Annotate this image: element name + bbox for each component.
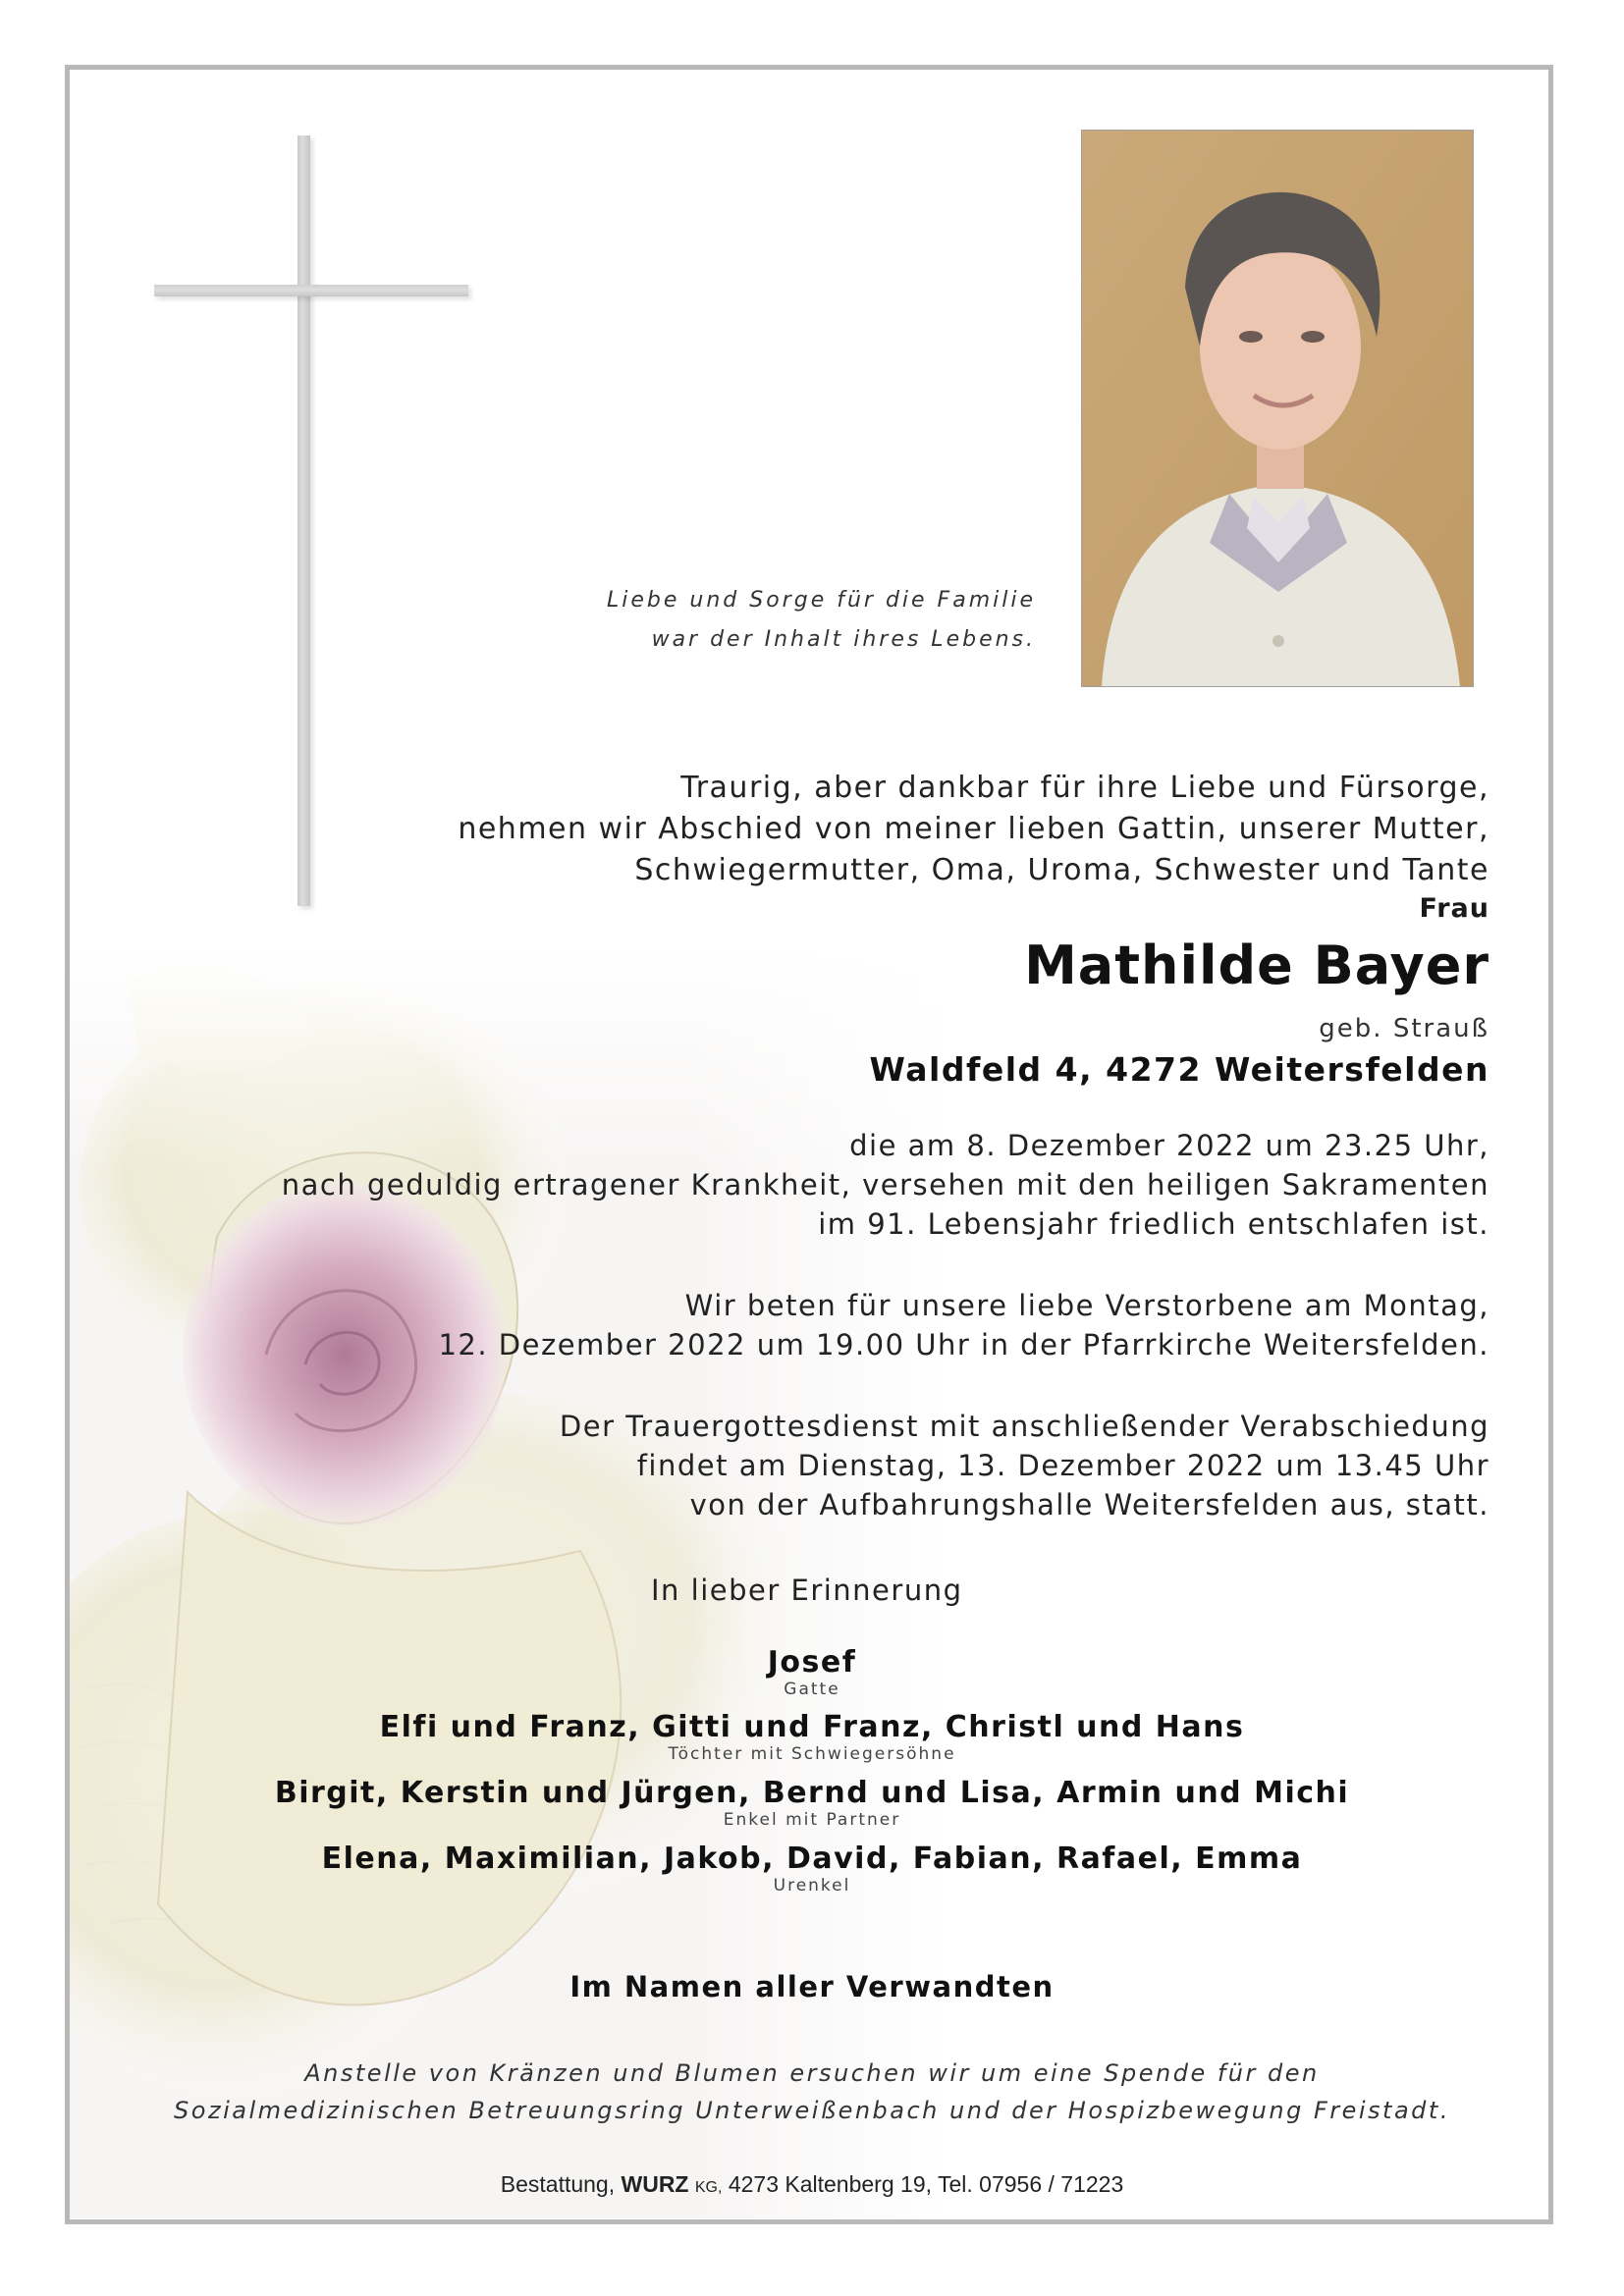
intro-line: nehmen wir Abschied von meiner lieben Gattin, unserer Mutter, [458, 812, 1489, 846]
cross-vertical-bar [298, 135, 310, 906]
death-line: nach geduldig ertragener Krankheit, versehen mit den heiligen Sakramenten [281, 1168, 1489, 1201]
donation-note [0, 2055, 1624, 2129]
deceased-name: Mathilde Bayer [1024, 934, 1489, 996]
funeral-home-footer [0, 2171, 1624, 2198]
prayer-line: 12. Dezember 2022 um 19.00 Uhr in der Pfarrkirche Weitersfelden. [438, 1328, 1489, 1362]
family-group [0, 1710, 1624, 1764]
death-line: im 91. Lebensjahr friedlich entschlafen ist. [818, 1207, 1489, 1241]
donation-line: Sozialmedizinischen Betreuungsring Unterweißenbach und der Hospizbewegung Freistadt. [174, 2097, 1450, 2124]
family-role: Urenkel [773, 1876, 851, 1896]
family-role: Enkel mit Partner [723, 1810, 901, 1830]
death-notice [282, 1126, 1489, 1244]
cross-horizontal-bar [154, 285, 468, 296]
family-group [0, 1645, 1624, 1699]
footer-prefix: Bestattung, [500, 2171, 616, 2197]
salutation: Frau [1419, 893, 1489, 924]
service-line: von der Aufbahrungshalle Weitersfelden aus, statt. [689, 1488, 1489, 1522]
quote [607, 581, 1036, 660]
service-line: findet am Dienstag, 13. Dezember 2022 um 13.45 Uhr [636, 1449, 1489, 1482]
prayer-notice [438, 1286, 1489, 1364]
intro-line: Traurig, aber dankbar für ihre Liebe und Fürsorge, [680, 771, 1489, 805]
footer-address: 4273 Kaltenberg 19, Tel. 07956 / 71223 [728, 2171, 1124, 2197]
intro-line: Schwiegermutter, Oma, Uroma, Schwester und Tante [634, 853, 1489, 887]
quote-line: war der Inhalt ihres Lebens. [651, 627, 1036, 652]
intro-text [458, 768, 1489, 891]
service-notice [560, 1407, 1489, 1524]
family-names: Elfi und Franz, Gitti und Franz, Christl und Hans [379, 1710, 1245, 1744]
family-group [0, 1776, 1624, 1830]
closing-line: Im Namen aller Verwandten [569, 1970, 1055, 2003]
birth-name: geb. Strauß [1319, 1014, 1489, 1043]
footer-suffix: KG, [694, 2179, 723, 2196]
service-line: Der Trauergottesdienst mit anschließender Verabschiedung [559, 1410, 1489, 1443]
quote-line: Liebe und Sorge für die Familie [607, 588, 1036, 613]
prayer-line: Wir beten für unsere liebe Verstorbene am Montag, [684, 1289, 1489, 1322]
family-role: Gatte [784, 1680, 840, 1699]
portrait-photo [1081, 130, 1474, 687]
death-line: die am 8. Dezember 2022 um 23.25 Uhr, [849, 1129, 1489, 1162]
family-group [0, 1842, 1624, 1896]
family-role: Töchter mit Schwiegersöhne [668, 1744, 956, 1764]
footer-company: WURZ [621, 2171, 689, 2197]
deceased-address: Waldfeld 4, 4272 Weitersfelden [869, 1050, 1489, 1089]
family-names: Birgit, Kerstin und Jürgen, Bernd und Lisa, Armin und Michi [274, 1776, 1350, 1810]
memory-label: In lieber Erinnerung [651, 1574, 963, 1607]
family-names: Elena, Maximilian, Jakob, David, Fabian, Rafael, Emma [321, 1842, 1303, 1876]
donation-line: Anstelle von Kränzen und Blumen ersuchen wir um eine Spende für den [304, 2059, 1320, 2087]
family-names: Josef [767, 1645, 857, 1680]
